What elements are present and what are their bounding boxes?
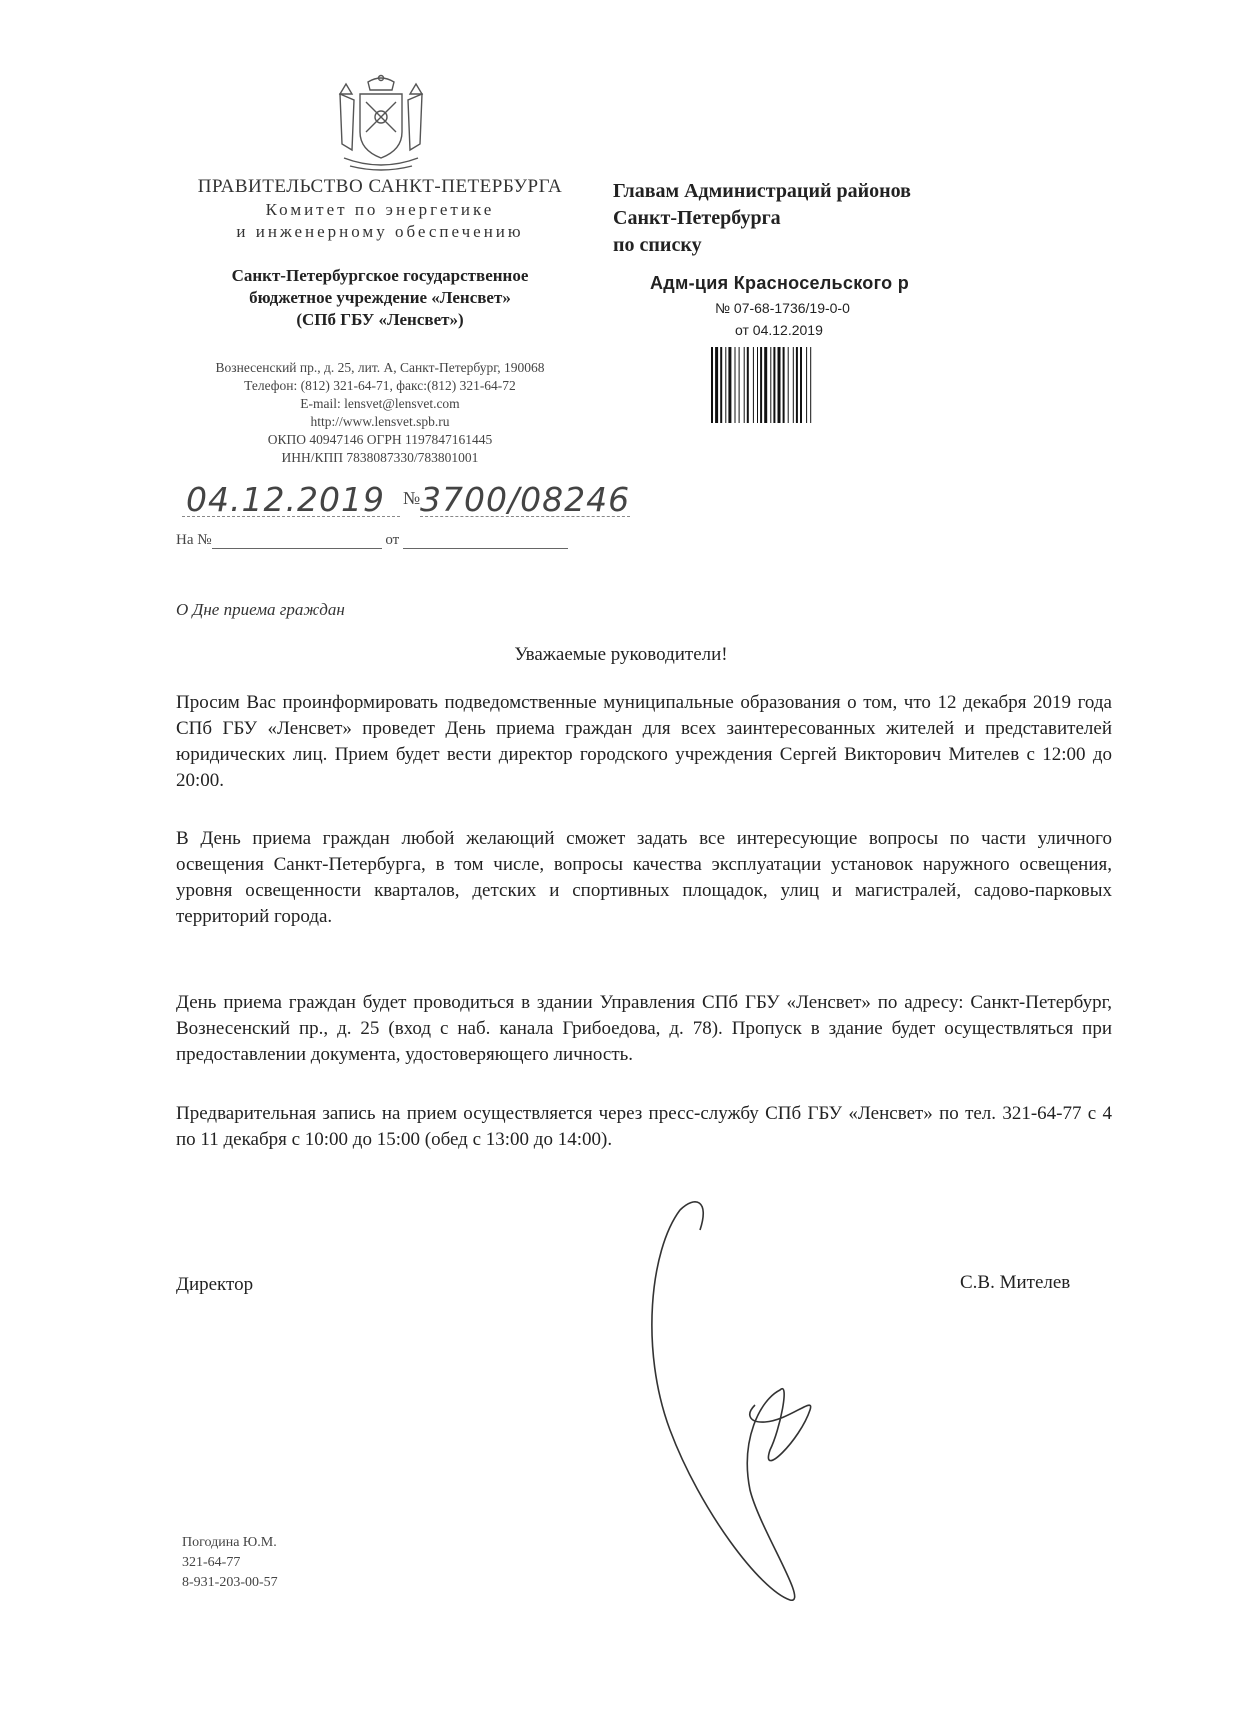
registration-number-underline	[420, 516, 630, 517]
organization-contacts	[150, 359, 610, 467]
incoming-stamp-org: Адм-ция Красносельского р	[650, 273, 910, 293]
registration-date: 04.12.2019	[186, 480, 385, 519]
incoming-stamp-date: от 04.12.2019	[735, 322, 823, 338]
contact-website: http://www.lensvet.spb.ru	[310, 414, 450, 429]
committee-name: Комитет по энергетике и инженерному обеспечению	[236, 200, 524, 241]
handwritten-signature-icon	[640, 1190, 860, 1610]
contact-phone: Телефон: (812) 321-64-71, факс:(812) 321-64-72	[244, 378, 516, 393]
reference-number-blank	[212, 534, 382, 549]
barcode-icon	[711, 347, 871, 423]
executor-info	[182, 1533, 278, 1593]
registration-number: 3700/08246	[420, 480, 631, 519]
reference-prefix: На №	[176, 532, 212, 548]
government-title: ПРАВИТЕЛЬСТВО САНКТ-ПЕТЕРБУРГА	[197, 176, 563, 197]
signatory-name: С.В. Мителев	[960, 1272, 1071, 1293]
reference-from-label: от	[385, 532, 400, 548]
reference-line	[176, 532, 568, 549]
incoming-stamp-number: № 07-68-1736/19-0-0	[715, 300, 850, 316]
registration-date-underline	[182, 516, 400, 517]
addressee: Главам Администраций районов Санкт-Петербурга по списку	[613, 180, 911, 256]
signatory-title: Директор	[176, 1274, 254, 1295]
body-paragraph-1: Просим Вас проинформировать подведомственные муниципальные образования о том, что 12 декабря 2019 года СПб ГБУ «Ленсвет» проведет День приема граждан для всех заинтересованных жителей и представителей юридических лиц. Прием будет вести директор городского учреждения Сергей Викторович Мителев с 12:00 до 20:00.	[176, 692, 1112, 791]
contact-email: E-mail: lensvet@lensvet.com	[300, 396, 460, 411]
contact-inn: ИНН/КПП 7838087330/783801001	[281, 450, 479, 465]
greeting: Уважаемые руководители!	[514, 644, 728, 665]
body-paragraph-4: Предварительная запись на прием осуществляется через пресс-службу СПб ГБУ «Ленсвет» по тел. 321-64-77 с 4 по 11 декабря с 10:00 до 15:00 (обед с 13:00 до 14:00).	[176, 1103, 1112, 1150]
contact-address: Вознесенский пр., д. 25, лит. А, Санкт-Петербург, 190068	[215, 360, 545, 375]
executor-name: Погодина Ю.М.	[182, 1535, 277, 1550]
contact-okpo: ОКПО 40947146 ОГРН 1197847161445	[267, 432, 493, 447]
registration-number-label: №	[403, 488, 421, 508]
letter-subject: О Дне приема граждан	[176, 600, 345, 619]
organization-name: Санкт-Петербургское государственное бюджетное учреждение «Ленсвет» (СПб ГБУ «Ленсвет»)	[231, 266, 529, 329]
body-paragraph-3: День приема граждан будет проводиться в здании Управления СПб ГБУ «Ленсвет» по адресу: Санкт-Петербург, Вознесенский пр., д. 25 (вход с наб. канала Грибоедова, д. 78). Пропуск в здание будет осуществляться при предоставлении документа, удостоверяющего личность.	[176, 992, 1112, 1065]
reference-date-blank	[403, 534, 568, 549]
coat-of-arms-icon	[330, 74, 432, 174]
executor-mobile: 8-931-203-00-57	[182, 1575, 278, 1590]
body-paragraph-2: В День приема граждан любой желающий сможет задать все интересующие вопросы по части уличного освещения Санкт-Петербурга, в том числе, вопросы качества эксплуатации установок наружного освещения, уровня освещенности кварталов, детских и спортивных площадок, улиц и магистралей, садово-парковых территорий города.	[176, 828, 1112, 927]
executor-phone: 321-64-77	[182, 1555, 241, 1570]
